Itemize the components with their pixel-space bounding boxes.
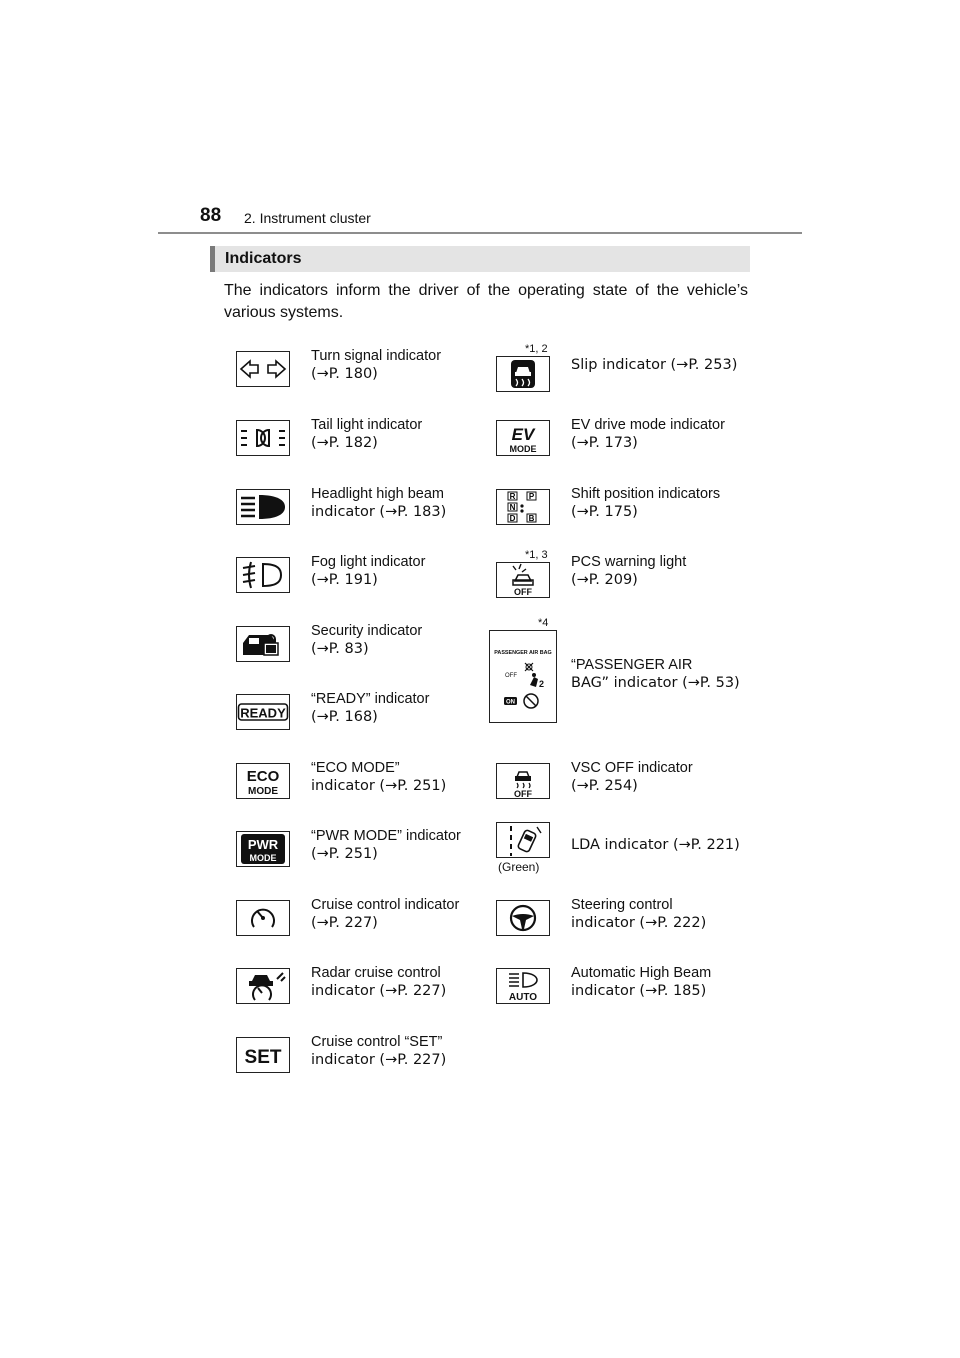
cruise-set-label: Cruise control “SET” indicator (→P. 227) — [311, 1034, 447, 1068]
slip-label: Slip indicator (→P. 253) — [571, 357, 738, 373]
vsc-off-icon — [496, 763, 550, 799]
cruise-control-icon — [236, 900, 290, 936]
header-rule — [158, 232, 802, 234]
pcs-footnote: *1, 3 — [525, 549, 548, 561]
lda-color-caption: (Green) — [498, 860, 540, 874]
pwr-text: PWR — [247, 837, 279, 852]
auto-high-beam-icon — [496, 968, 550, 1004]
shift-r: R — [509, 492, 516, 501]
shift-b: B — [528, 514, 535, 523]
tail-light-icon — [236, 420, 290, 456]
radar-cruise-icon — [236, 968, 290, 1004]
cruise-set-icon — [236, 1037, 290, 1073]
section-heading: Indicators — [225, 250, 302, 267]
eco-mode-label: “ECO MODE” indicator (→P. 251) — [311, 760, 447, 794]
intro-text: The indicators inform the driver of the operating state of the vehicle’s various systems. — [224, 282, 748, 321]
eco-mode-text: MODE — [248, 786, 278, 797]
pwr-mode-label: “PWR MODE” indicator (→P. 251) — [311, 828, 461, 862]
auto-text: AUTO — [508, 992, 538, 1003]
section-title: 2. Instrument cluster — [244, 210, 371, 226]
pcs-off-text: OFF — [514, 587, 532, 597]
vsc-off-text: OFF — [514, 789, 532, 798]
slip-icon — [496, 356, 550, 392]
airbag-sub-text: 2 — [539, 679, 545, 689]
radar-cruise-label: Radar cruise control indicator (→P. 227) — [311, 965, 447, 999]
security-icon — [236, 626, 290, 662]
high-beam-icon — [236, 489, 290, 525]
shift-p: P — [528, 492, 535, 501]
tail-light-label: Tail light indicator (→P. 182) — [311, 417, 423, 451]
high-beam-label: Headlight high beam indicator (→P. 183) — [311, 486, 447, 520]
steering-control-label: Steering control indicator (→P. 222) — [571, 897, 707, 931]
passenger-airbag-icon — [489, 630, 557, 723]
ready-label: “READY” indicator (→P. 168) — [311, 691, 430, 725]
shift-d: D — [509, 514, 516, 523]
ev-mode-label: EV drive mode indicator (→P. 173) — [571, 417, 725, 451]
eco-mode-icon — [236, 763, 290, 799]
eco-text: ECO — [246, 768, 280, 785]
section-heading-bar — [210, 246, 750, 272]
shift-position-label: Shift position indicators (→P. 175) — [571, 486, 721, 520]
steering-control-icon — [496, 900, 550, 936]
pcs-warning-label: PCS warning light (→P. 209) — [571, 554, 687, 588]
airbag-on-text: ON — [506, 699, 515, 706]
lda-label: LDA indicator (→P. 221) — [571, 837, 740, 853]
pwr-mode-icon — [236, 831, 290, 867]
slip-footnote: *1, 2 — [525, 343, 548, 355]
shift-position-icon — [496, 489, 550, 525]
vsc-off-label: VSC OFF indicator (→P. 254) — [571, 760, 693, 794]
set-text: SET — [244, 1047, 282, 1068]
ready-icon-text: READY — [240, 705, 286, 721]
security-label: Security indicator (→P. 83) — [311, 623, 423, 657]
airbag-footnote: *4 — [538, 617, 549, 629]
shift-n: N — [509, 503, 516, 512]
turn-signal-label: Turn signal indicator (→P. 180) — [311, 348, 442, 382]
auto-high-beam-label: Automatic High Beam indicator (→P. 185) — [571, 965, 712, 999]
page-number: 88 — [200, 205, 222, 226]
pwr-mode-text: MODE — [249, 853, 277, 863]
fog-light-icon — [236, 557, 290, 593]
passenger-airbag-label: “PASSENGER AIR BAG” indicator (→P. 53) — [571, 657, 740, 691]
fog-light-label: Fog light indicator (→P. 191) — [311, 554, 426, 588]
ev-mode-icon — [496, 420, 550, 456]
pcs-warning-icon — [496, 562, 550, 598]
airbag-off-text: OFF — [505, 673, 517, 679]
cruise-control-label: Cruise control indicator (→P. 227) — [311, 897, 460, 931]
ev-mode-text: MODE — [509, 444, 537, 454]
ev-text: EV — [511, 425, 535, 444]
turn-signal-icon — [236, 351, 290, 387]
ready-icon — [236, 694, 290, 730]
airbag-title: PASSENGER AIR BAG — [494, 650, 552, 656]
lda-icon — [496, 822, 550, 858]
